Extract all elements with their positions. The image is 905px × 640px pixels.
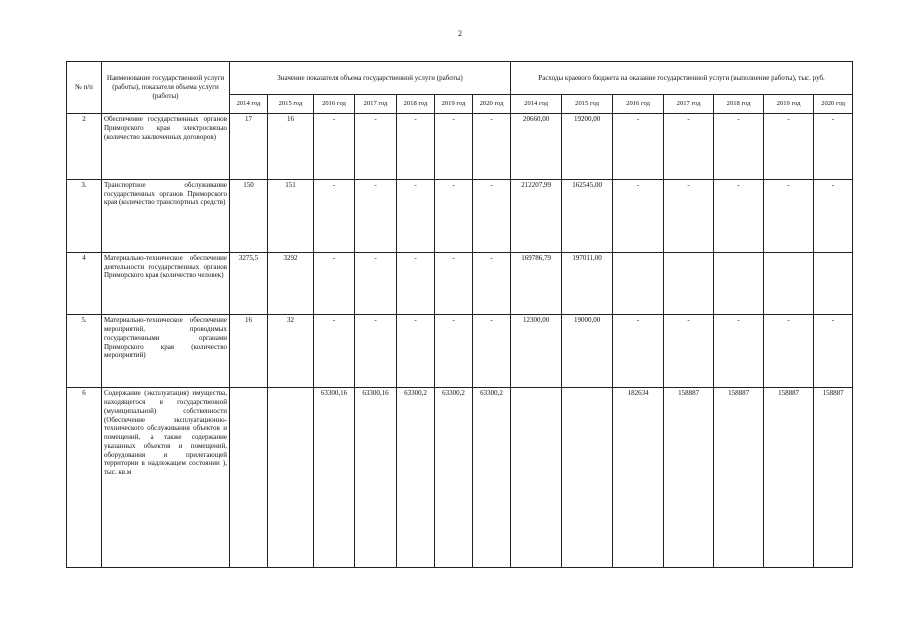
cell-volume-1: 3275,5 <box>230 252 268 315</box>
cell-volume-1 <box>230 388 268 568</box>
cell-volume-5: - <box>397 252 435 315</box>
cell-expense-5: - <box>714 114 764 180</box>
cell-volume-7: - <box>473 179 511 252</box>
cell-expense-6 <box>764 252 814 315</box>
header-volume-group: Значение показателя объема государственной услуги (работы) <box>230 62 511 95</box>
cell-expense-7: - <box>814 315 853 388</box>
cell-expense-7: - <box>814 179 853 252</box>
cell-expense-7: 158887 <box>814 388 853 568</box>
cell-expense-1: 212207,99 <box>511 179 562 252</box>
year-header-expense-5: 2018 год <box>714 95 764 114</box>
cell-expense-5: - <box>714 179 764 252</box>
year-header-volume-5: 2018 год <box>397 95 435 114</box>
table-row <box>67 179 853 252</box>
cell-volume-6: - <box>435 315 473 388</box>
row-service-name: Содержание (эксплуатация) имущества, находящегося в государственной (муниципальной) собственности (Обеспечение эксплуатационно-технического обслуживания объектов и помещений, а также содержание указанных объектов и помещений, оборудования и прилегающей территории в надлежащем состоянии ), тыс. кв.м <box>102 388 230 568</box>
row-number: 6 <box>67 388 102 568</box>
row-service-name: Обеспечение государственных органов Приморского края электросвязью (количество заключенных договоров) <box>102 114 230 180</box>
cell-volume-4: - <box>355 179 397 252</box>
cell-volume-5: 63300,2 <box>397 388 435 568</box>
cell-volume-3: - <box>314 315 355 388</box>
cell-volume-4: - <box>355 315 397 388</box>
cell-expense-5: 158887 <box>714 388 764 568</box>
cell-volume-2 <box>268 388 314 568</box>
cell-expense-2 <box>562 388 613 568</box>
row-service-name: Материально-техническое обеспечение деятельности государственных органов Приморского края (количество человек) <box>102 252 230 315</box>
cell-volume-1: 16 <box>230 315 268 388</box>
cell-volume-3: - <box>314 252 355 315</box>
table-row <box>67 252 853 315</box>
table-body <box>67 114 853 568</box>
year-header-expense-3: 2016 год <box>613 95 664 114</box>
cell-volume-3: - <box>314 179 355 252</box>
year-header-volume-4: 2017 год <box>355 95 397 114</box>
cell-expense-4: - <box>664 179 714 252</box>
cell-expense-4: - <box>664 114 714 180</box>
cell-expense-3: 182634 <box>613 388 664 568</box>
cell-volume-2: 151 <box>268 179 314 252</box>
table-row <box>67 315 853 388</box>
cell-expense-4: - <box>664 315 714 388</box>
cell-volume-5: - <box>397 114 435 180</box>
cell-expense-7 <box>814 252 853 315</box>
cell-expense-1: 20660,00 <box>511 114 562 180</box>
year-header-volume-7: 2020 год <box>473 95 511 114</box>
cell-volume-3: - <box>314 114 355 180</box>
cell-expense-7: - <box>814 114 853 180</box>
cell-volume-6: 63300,2 <box>435 388 473 568</box>
row-number: 3. <box>67 179 102 252</box>
year-header-expense-2: 2015 год <box>562 95 613 114</box>
year-header-volume-6: 2019 год <box>435 95 473 114</box>
year-header-volume-1: 2014 год <box>230 95 268 114</box>
cell-expense-4: 158887 <box>664 388 714 568</box>
cell-volume-7: 63300,2 <box>473 388 511 568</box>
table-row <box>67 388 853 568</box>
cell-volume-1: 150 <box>230 179 268 252</box>
cell-volume-7: - <box>473 114 511 180</box>
row-number: 2 <box>67 114 102 180</box>
cell-expense-3: - <box>613 179 664 252</box>
cell-volume-6: - <box>435 252 473 315</box>
cell-expense-4 <box>664 252 714 315</box>
table-row <box>67 114 853 180</box>
header-name: Наименование государственной услуги (работы), показателя объема услуги (работы) <box>102 62 230 114</box>
cell-volume-5: - <box>397 179 435 252</box>
year-header-volume-3: 2016 год <box>314 95 355 114</box>
cell-volume-6: - <box>435 114 473 180</box>
cell-volume-7: - <box>473 252 511 315</box>
cell-expense-6: - <box>764 179 814 252</box>
cell-volume-2: 32 <box>268 315 314 388</box>
cell-expense-2: 162545,00 <box>562 179 613 252</box>
cell-expense-2: 19000,00 <box>562 315 613 388</box>
cell-volume-5: - <box>397 315 435 388</box>
row-number: 4 <box>67 252 102 315</box>
year-header-expense-1: 2014 год <box>511 95 562 114</box>
cell-expense-1 <box>511 388 562 568</box>
header-num: № п/п <box>67 62 102 114</box>
page-number: 2 <box>458 29 462 38</box>
cell-expense-1: 169786,79 <box>511 252 562 315</box>
cell-expense-6: - <box>764 114 814 180</box>
cell-volume-6: - <box>435 179 473 252</box>
year-header-volume-2: 2015 год <box>268 95 314 114</box>
cell-expense-6: 158887 <box>764 388 814 568</box>
cell-expense-5: - <box>714 315 764 388</box>
row-number: 5. <box>67 315 102 388</box>
cell-expense-3: - <box>613 114 664 180</box>
cell-volume-4: - <box>355 252 397 315</box>
cell-volume-2: 3292 <box>268 252 314 315</box>
cell-volume-2: 16 <box>268 114 314 180</box>
cell-volume-4: 63300,16 <box>355 388 397 568</box>
cell-volume-1: 17 <box>230 114 268 180</box>
row-service-name: Материально-техническое обеспечение мероприятий, проводимых государственными органами Приморского края (количество мероприятий) <box>102 315 230 388</box>
cell-expense-6: - <box>764 315 814 388</box>
header-expense-group: Расходы краевого бюджета на оказание государственной услуги (выполнение работы), тыс. руб. <box>511 62 853 95</box>
cell-expense-5 <box>714 252 764 315</box>
cell-expense-3: - <box>613 315 664 388</box>
cell-volume-4: - <box>355 114 397 180</box>
cell-expense-3 <box>613 252 664 315</box>
cell-expense-1: 12300,00 <box>511 315 562 388</box>
year-header-expense-6: 2019 год <box>764 95 814 114</box>
cell-expense-2: 19200,00 <box>562 114 613 180</box>
row-service-name: Транспортное обслуживание государственных органов Приморского края (количество транспортных средств) <box>102 179 230 252</box>
cell-volume-7: - <box>473 315 511 388</box>
year-header-expense-4: 2017 год <box>664 95 714 114</box>
cell-expense-2: 197011,00 <box>562 252 613 315</box>
year-header-expense-7: 2020 год <box>814 95 853 114</box>
cell-volume-3: 63300,16 <box>314 388 355 568</box>
services-table <box>66 61 853 568</box>
